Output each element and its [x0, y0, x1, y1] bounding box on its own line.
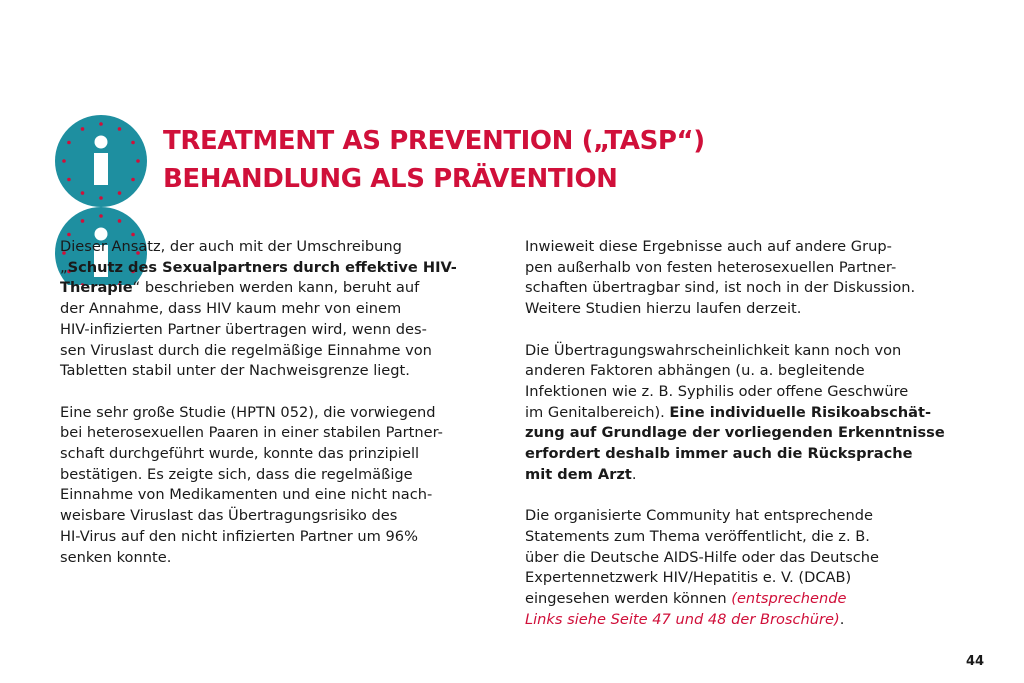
text-line: schaft durchgeführt wurde, konnte das prinzipiell — [60, 445, 420, 463]
page-title — [163, 122, 705, 198]
paragraph — [525, 237, 965, 320]
bold-text: erfordert deshalb immer auch die Rücksprache — [525, 445, 913, 463]
text-line: der Annahme, dass HIV kaum mehr von einem — [60, 300, 402, 318]
text-line: bei heterosexuellen Paaren in einer stabilen Partner- — [60, 424, 443, 442]
paragraph — [60, 403, 500, 569]
bold-text: Therapie — [60, 279, 133, 297]
text-line: “ beschrieben werden kann, beruht auf — [132, 279, 420, 297]
text-line: im Genitalbereich). — [525, 403, 670, 421]
page-number: 44 — [966, 654, 985, 669]
text-line: Eine sehr große Studie (HPTN 052), die vorwiegend — [60, 403, 436, 421]
star-dot — [81, 191, 85, 195]
info-icon — [53, 113, 149, 209]
text-line: senken konnte. — [60, 548, 172, 566]
star-dot — [67, 178, 71, 182]
text-line: bestätigen. Es zeigte sich, dass die regelmäßige — [60, 465, 413, 483]
text-line: Statements zum Thema veröffentlicht, die z. B. — [525, 527, 870, 545]
star-dot — [131, 233, 135, 237]
bold-text: mit dem Arzt — [525, 465, 632, 483]
text-line: pen außerhalb von festen heterosexuellen Partner- — [525, 258, 897, 276]
text-line: Einnahme von Medikamenten und eine nicht nach- — [60, 486, 433, 504]
paragraph — [60, 237, 500, 382]
title-line-2: BEHANDLUNG ALS PRÄVENTION — [163, 164, 618, 194]
text-line: HI-Virus auf den nicht infizierten Partner um 96% — [60, 527, 418, 545]
bold-text: Schutz des Sexualpartners durch effektive HIV- — [67, 258, 457, 276]
text-line: weisbare Viruslast das Übertragungsrisiko des — [60, 507, 398, 525]
text-line: Die Übertragungswahrscheinlichkeit kann noch von — [525, 341, 902, 359]
left-column — [60, 237, 500, 568]
right-column — [525, 237, 965, 630]
text-line: Die organisierte Community hat entsprechende — [525, 507, 873, 525]
star-dot — [131, 178, 135, 182]
text-line: HIV-infizierten Partner übertragen wird, wenn des- — [60, 320, 427, 338]
text-line: Dieser Ansatz, der auch mit der Umschreibung — [60, 238, 402, 255]
text-line: Tabletten stabil unter der Nachweisgrenze liegt. — [60, 362, 410, 380]
text-line: schaften übertragbar sind, ist noch in der Diskussion. — [525, 279, 916, 297]
bold-text: zung auf Grundlage der vorliegenden Erkenntnisse — [525, 424, 945, 442]
star-dot — [81, 127, 85, 131]
text-line: sen Viruslast durch die regelmäßige Einnahme von — [60, 341, 432, 359]
text-line: Inwieweit diese Ergebnisse auch auf andere Grup- — [525, 238, 892, 255]
text-line: Expertennetzwerk HIV/Hepatitis e. V. (DCAB) — [525, 569, 852, 587]
paragraph — [525, 506, 965, 630]
text-line: „ — [60, 258, 68, 276]
text-line: eingesehen werden können — [525, 589, 732, 607]
text-line: . — [839, 610, 845, 628]
brochure-link[interactable]: (entsprechende — [731, 589, 847, 607]
bold-text: Eine individuelle Risikoabschät- — [669, 403, 932, 421]
star-dot — [99, 214, 103, 218]
star-dot — [118, 127, 122, 131]
brochure-link[interactable]: Links siehe Seite 47 und 48 der Broschüre) — [525, 610, 840, 628]
star-dot — [118, 219, 122, 223]
title-line-1: TREATMENT AS PREVENTION („TASP“) — [163, 126, 705, 156]
paragraph — [525, 341, 965, 486]
text-line: . — [631, 465, 637, 483]
star-dot — [67, 233, 71, 237]
star-dot — [136, 159, 140, 163]
star-dot — [118, 191, 122, 195]
text-line: anderen Faktoren abhängen (u. a. begleitende — [525, 362, 865, 380]
text-line: über die Deutsche AIDS-Hilfe oder das Deutsche — [525, 548, 879, 566]
star-dot — [67, 141, 71, 145]
star-dot — [99, 122, 103, 126]
star-dot — [99, 196, 103, 200]
star-dot — [131, 141, 135, 145]
star-dot — [62, 159, 66, 163]
text-line: Infektionen wie z. B. Syphilis oder offene Geschwüre — [525, 382, 909, 400]
star-dot — [81, 219, 85, 223]
text-line: Weitere Studien hierzu laufen derzeit. — [525, 300, 802, 318]
